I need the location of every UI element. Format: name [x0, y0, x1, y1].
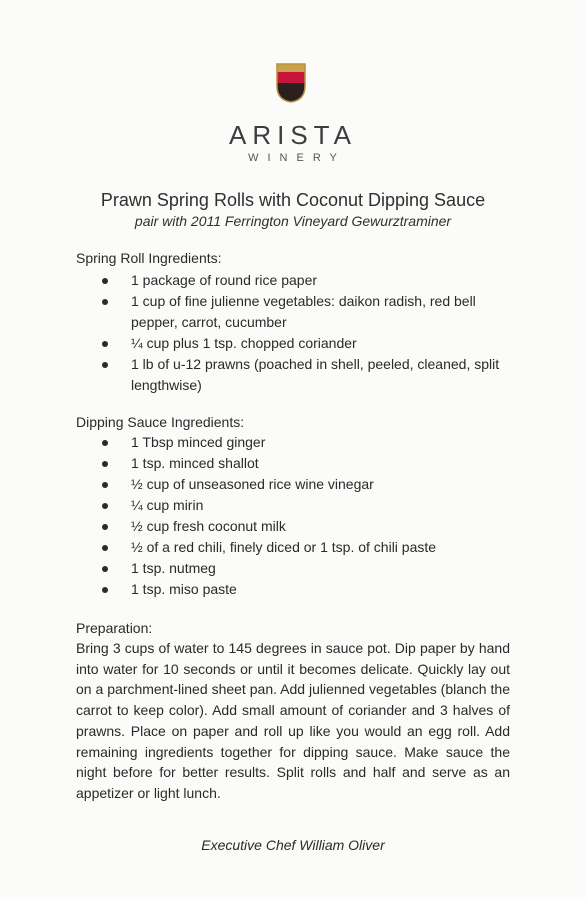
ingredient-text: 1 tsp. minced shallot	[131, 455, 259, 471]
list-item	[76, 453, 516, 474]
list-item	[76, 432, 516, 453]
spring-roll-heading: Spring Roll Ingredients:	[76, 250, 222, 266]
bullet-icon	[102, 587, 108, 593]
bullet-icon	[102, 461, 108, 467]
bullet-icon	[102, 341, 108, 347]
list-item	[76, 354, 516, 396]
list-item	[76, 579, 516, 600]
ingredient-text: ½ of a red chili, finely diced or 1 tsp. of chili paste	[131, 539, 437, 555]
ingredient-text: ¼ cup mirin	[131, 497, 204, 513]
brand-name: ARISTA	[229, 120, 357, 150]
bullet-icon	[102, 566, 108, 572]
ingredient-text: 1 lb of u-12 prawns (poached in shell, peeled, cleaned, split lengthwise)	[131, 356, 500, 393]
dipping-sauce-heading: Dipping Sauce Ingredients:	[76, 414, 245, 430]
list-item	[76, 558, 516, 579]
bullet-icon	[102, 362, 108, 368]
recipe-title: Prawn Spring Rolls with Coconut Dipping Sauce	[100, 190, 486, 210]
ingredient-text: 1 tsp. nutmeg	[131, 560, 216, 576]
ingredient-text: 1 cup of fine julienne vegetables: daikon radish, red bell pepper, carrot, cucumber	[131, 293, 476, 330]
list-item	[76, 270, 516, 291]
bullet-icon	[102, 440, 108, 446]
list-item	[76, 474, 516, 495]
list-item	[76, 495, 516, 516]
chef-signature: Executive Chef William Oliver	[201, 837, 385, 853]
list-item	[76, 291, 516, 333]
preparation-heading: Preparation:	[76, 620, 153, 636]
ingredient-text: 1 package of round rice paper	[131, 272, 318, 288]
bullet-icon	[102, 482, 108, 488]
bullet-icon	[102, 503, 108, 509]
bullet-icon	[102, 278, 108, 284]
ingredient-text: ½ cup fresh coconut milk	[131, 518, 286, 534]
preparation-text: Bring 3 cups of water to 145 degrees in sauce pot. Dip paper by hand into water for 10 seconds or until it becomes delicate. Quickly lay out on a parchment-lined sheet pan. Add julienned vegetables (blanch the carrot to keep color). Add small amount of coriander and 3 halves of prawns. Place on paper and roll up like you would an egg roll. Add remaining ingredients together for dipping sauce. Make sauce the night before for better results. Split rolls and half and serve as an appetizer or light lunch.	[76, 640, 510, 801]
wine-pairing: pair with 2011 Ferrington Vineyard Gewurztraminer	[134, 213, 452, 229]
list-item	[76, 333, 516, 354]
ingredient-text: 1 tsp. miso paste	[131, 581, 237, 597]
dipping-sauce-ingredient-list	[76, 432, 516, 600]
ingredient-text: 1 Tbsp minced ginger	[131, 434, 266, 450]
list-item	[76, 537, 516, 558]
arista-shield-logo	[275, 60, 307, 104]
ingredient-text: ¼ cup plus 1 tsp. chopped coriander	[131, 335, 357, 351]
bullet-icon	[102, 524, 108, 530]
spring-roll-ingredient-list	[76, 270, 516, 396]
bullet-icon	[102, 545, 108, 551]
list-item	[76, 516, 516, 537]
ingredient-text: ½ cup of unseasoned rice wine vinegar	[131, 476, 374, 492]
bullet-icon	[102, 299, 108, 305]
brand-subtitle: WINERY	[248, 152, 346, 164]
